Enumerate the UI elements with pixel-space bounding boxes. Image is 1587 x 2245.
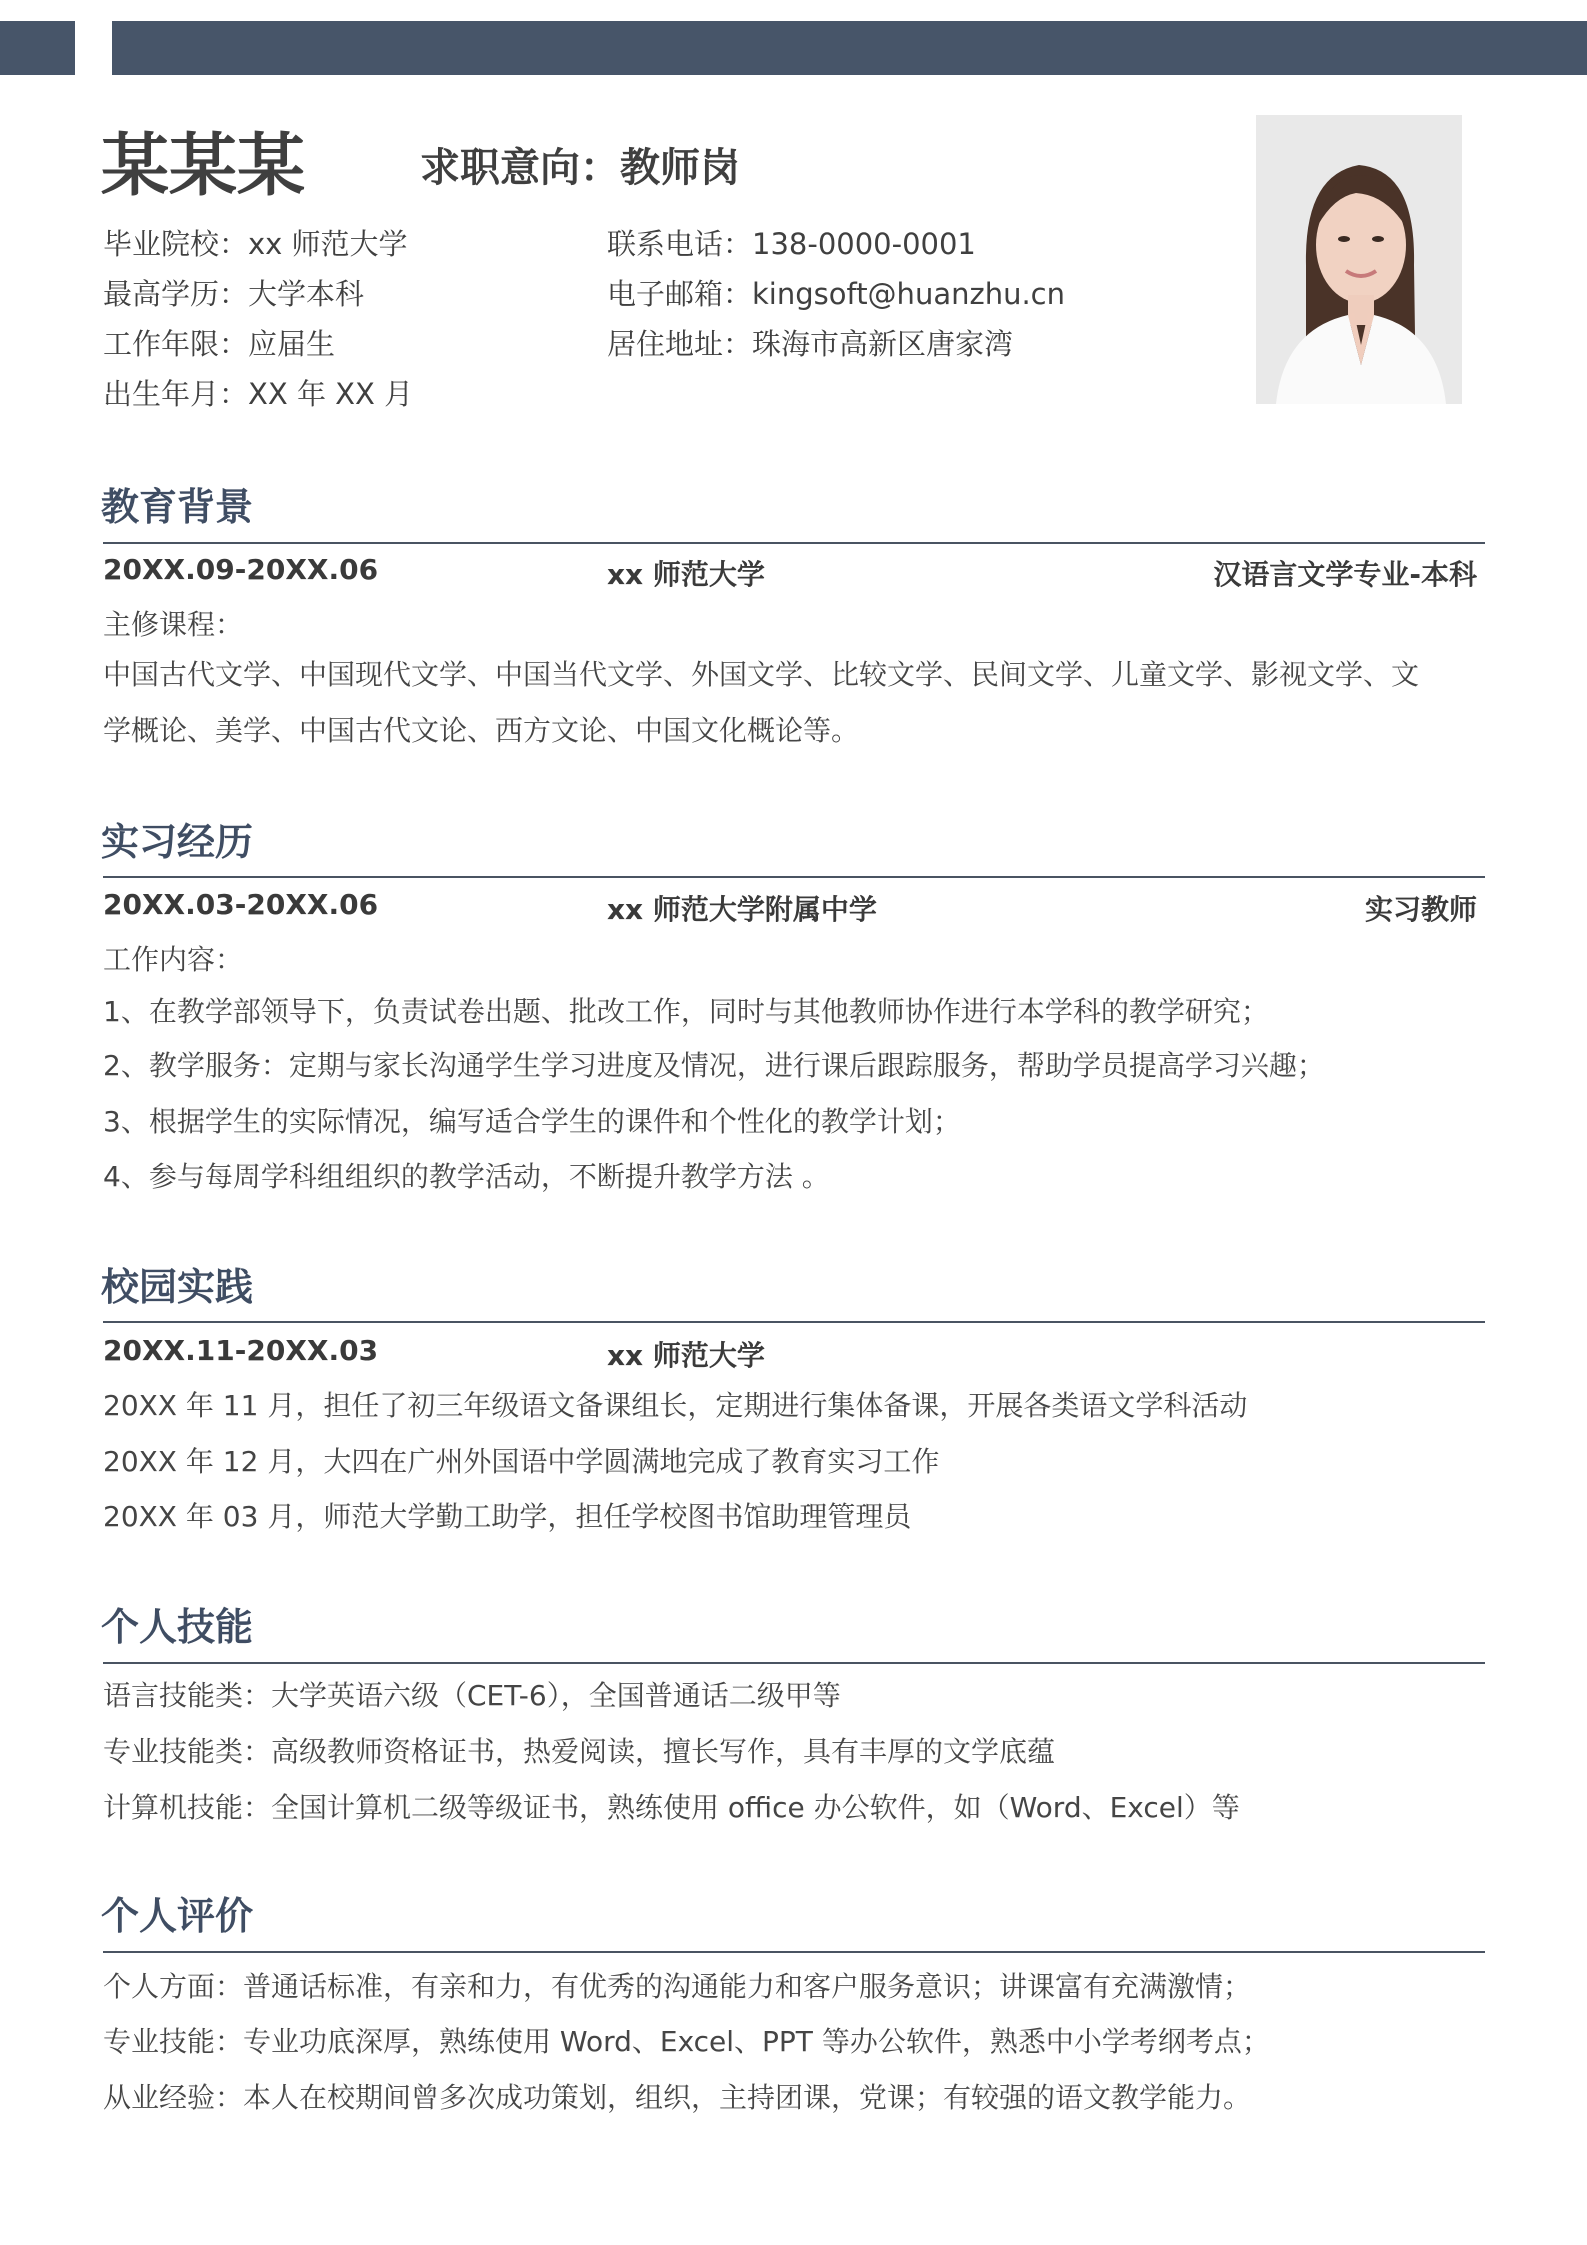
campus-org: xx 师范大学 — [607, 1339, 765, 1372]
section-title-evaluation: 个人评价 — [101, 1894, 254, 1938]
list-item: 3、根据学生的实际情况，编写适合学生的课件和个性化的教学计划； — [103, 1105, 961, 1138]
work-content-label: 工作内容： — [103, 943, 244, 976]
list-item: 专业技能：专业功底深厚，熟练使用 Word、Excel、PPT 等办公软件，熟悉中小学考纲考点； — [103, 2025, 1270, 2058]
internship-role: 实习教师 — [1364, 893, 1477, 926]
education-period: 20XX.09-20XX.06 — [103, 553, 379, 586]
info-address: 居住地址：珠海市高新区唐家湾 — [607, 327, 1014, 361]
header-accent-bar — [112, 21, 1587, 75]
info-birth: 出生年月：XX 年 XX 月 — [103, 377, 414, 411]
info-phone: 联系电话：138-0000-0001 — [607, 227, 976, 261]
section-title-skills: 个人技能 — [101, 1605, 254, 1649]
info-experience: 工作年限：应届生 — [103, 327, 336, 361]
info-email: 电子邮箱：kingsoft@huanzhu.cn — [607, 277, 1065, 311]
list-item: 专业技能类：高级教师资格证书，热爱阅读，擅长写作，具有丰厚的文学底蕴 — [103, 1735, 1056, 1768]
education-school: xx 师范大学 — [607, 558, 765, 591]
campus-period: 20XX.11-20XX.03 — [103, 1334, 379, 1367]
section-divider — [103, 1662, 1485, 1664]
list-item: 20XX 年 11 月，担任了初三年级语文备课组长，定期进行集体备课，开展各类语文学科活动 — [103, 1389, 1248, 1422]
info-school: 毕业院校：xx 师范大学 — [103, 227, 408, 261]
section-title-internship: 实习经历 — [101, 820, 254, 864]
header-accent-block — [0, 21, 75, 75]
courses-line: 中国古代文学、中国现代文学、中国当代文学、外国文学、比较文学、民间文学、儿童文学、影视文学、文 — [103, 658, 1420, 691]
section-divider — [103, 542, 1485, 544]
section-divider — [103, 1321, 1485, 1323]
list-item: 个人方面：普通话标准，有亲和力，有优秀的沟通能力和客户服务意识；讲课富有充满激情； — [103, 1970, 1252, 2003]
internship-period: 20XX.03-20XX.06 — [103, 888, 379, 921]
list-item: 1、在教学部领导下，负责试卷出题、批改工作，同时与其他教师协作进行本学科的教学研究； — [103, 995, 1269, 1028]
list-item: 从业经验：本人在校期间曾多次成功策划，组织，主持团课，党课；有较强的语文教学能力。 — [103, 2081, 1252, 2114]
list-item: 4、参与每周学科组组织的教学活动，不断提升教学方法 。 — [103, 1160, 830, 1193]
list-item: 2、教学服务：定期与家长沟通学生学习进度及情况，进行课后跟踪服务，帮助学员提高学习兴趣； — [103, 1049, 1325, 1082]
candidate-name: 某某某 — [101, 127, 306, 206]
section-title-education: 教育背景 — [101, 485, 254, 529]
info-degree: 最高学历：大学本科 — [103, 277, 365, 311]
education-major: 汉语言文学专业-本科 — [1213, 558, 1477, 591]
job-intent: 求职意向：教师岗 — [420, 145, 740, 191]
section-divider — [103, 1951, 1485, 1953]
list-item: 20XX 年 12 月，大四在广州外国语中学圆满地完成了教育实习工作 — [103, 1445, 940, 1478]
section-title-campus: 校园实践 — [101, 1265, 254, 1309]
list-item: 计算机技能：全国计算机二级等级证书，熟练使用 office 办公软件，如（Word、Excel）等 — [103, 1791, 1240, 1824]
profile-photo — [1256, 115, 1462, 404]
list-item: 20XX 年 03 月，师范大学勤工助学，担任学校图书馆助理管理员 — [103, 1500, 912, 1533]
section-divider — [103, 876, 1485, 878]
portrait-icon — [1256, 115, 1462, 404]
internship-org: xx 师范大学附属中学 — [607, 893, 877, 926]
courses-line: 学概论、美学、中国古代文论、西方文论、中国文化概论等。 — [103, 714, 860, 747]
list-item: 语言技能类：大学英语六级（CET-6），全国普通话二级甲等 — [103, 1679, 841, 1712]
courses-label: 主修课程： — [103, 608, 244, 641]
